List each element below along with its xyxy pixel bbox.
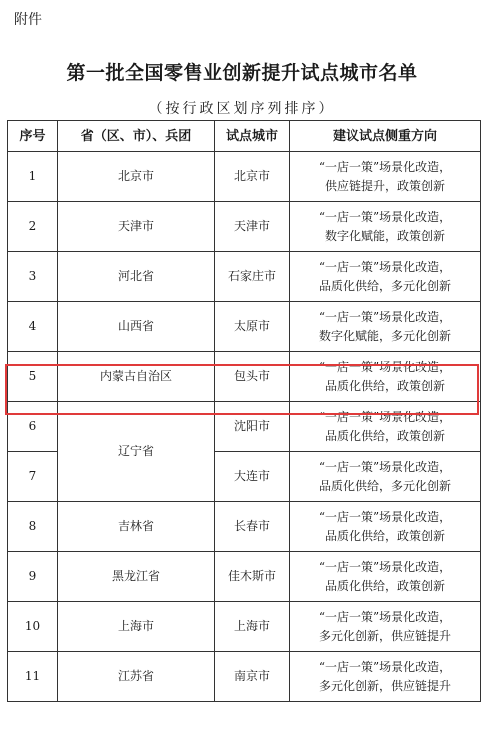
row-direction [290,402,481,452]
direction-line: 数字化赋能，政策创新 [324,228,445,243]
row-direction [290,502,481,552]
header-province: 省（区、市）、兵团 [58,121,215,152]
row-city: 石家庄市 [215,252,290,302]
row-direction [290,252,481,302]
row-no: 3 [8,252,58,302]
row-province: 天津市 [58,202,215,252]
row-province: 黑龙江省 [58,552,215,602]
page-title: 第一批全国零售业创新提升试点城市名单 [66,62,418,84]
table-row [8,602,481,652]
row-city: 沈阳市 [215,402,290,452]
attachment-label: 附件 [14,12,42,28]
table-row [8,152,481,202]
table-row [8,652,481,702]
direction-line: 品质化供给，政策创新 [324,378,445,393]
row-direction [290,552,481,602]
direction-line: “一店一策”场景化改造， [318,509,452,524]
row-province: 内蒙古自治区 [58,352,215,402]
direction-line: 品质化供给，多元化创新 [318,478,451,493]
header-city: 试点城市 [215,121,290,152]
row-no: 11 [8,652,58,702]
row-city: 长春市 [215,502,290,552]
direction-line: 品质化供给，政策创新 [324,428,445,443]
row-province: 上海市 [58,602,215,652]
row-direction [290,202,481,252]
row-city: 天津市 [215,202,290,252]
row-city: 包头市 [215,352,290,402]
direction-line: “一店一策”场景化改造， [318,659,452,674]
row-province: 河北省 [58,252,215,302]
direction-line: “一店一策”场景化改造， [318,409,452,424]
table-header-row [8,121,481,152]
row-province: 江苏省 [58,652,215,702]
direction-line: 多元化创新，供应链提升 [318,678,451,693]
direction-line: “一店一策”场景化改造， [318,259,452,274]
row-province: 北京市 [58,152,215,202]
pilot-city-table [7,120,481,702]
direction-line: “一店一策”场景化改造， [318,359,452,374]
row-no: 2 [8,202,58,252]
direction-line: “一店一策”场景化改造， [318,559,452,574]
table-row-highlighted [8,352,481,402]
row-no: 8 [8,502,58,552]
row-no: 10 [8,602,58,652]
row-no: 6 [8,402,58,452]
table-row [8,252,481,302]
row-city: 太原市 [215,302,290,352]
header-no: 序号 [8,121,58,152]
direction-line: 品质化供给，政策创新 [324,578,445,593]
direction-line: “一店一策”场景化改造， [318,459,452,474]
row-no: 7 [8,452,58,502]
direction-line: 品质化供给，多元化创新 [318,278,451,293]
row-direction [290,652,481,702]
row-direction [290,152,481,202]
table-row [8,502,481,552]
row-province: 吉林省 [58,502,215,552]
row-direction [290,452,481,502]
direction-line: 供应链提升，政策创新 [324,178,445,193]
row-no: 1 [8,152,58,202]
table-row [8,202,481,252]
row-city: 佳木斯市 [215,552,290,602]
row-no: 9 [8,552,58,602]
row-city: 大连市 [215,452,290,502]
table-row [8,302,481,352]
page-subtitle: （按行政区划序列排序） [148,101,336,117]
row-province: 辽宁省 [58,402,215,502]
direction-line: “一店一策”场景化改造， [318,209,452,224]
row-direction [290,302,481,352]
row-city: 北京市 [215,152,290,202]
row-direction [290,352,481,402]
row-no: 5 [8,352,58,402]
direction-line: 品质化供给，政策创新 [324,528,445,543]
table-row [8,552,481,602]
row-city: 南京市 [215,652,290,702]
row-no: 4 [8,302,58,352]
direction-line: “一店一策”场景化改造， [318,309,452,324]
direction-line: 数字化赋能，多元化创新 [318,328,451,343]
table-row [8,402,481,452]
header-direction: 建议试点侧重方向 [290,121,481,152]
row-city: 上海市 [215,602,290,652]
direction-line: “一店一策”场景化改造， [318,609,452,624]
direction-line: 多元化创新，供应链提升 [318,628,451,643]
row-province: 山西省 [58,302,215,352]
direction-line: “一店一策”场景化改造， [318,159,452,174]
row-direction [290,602,481,652]
